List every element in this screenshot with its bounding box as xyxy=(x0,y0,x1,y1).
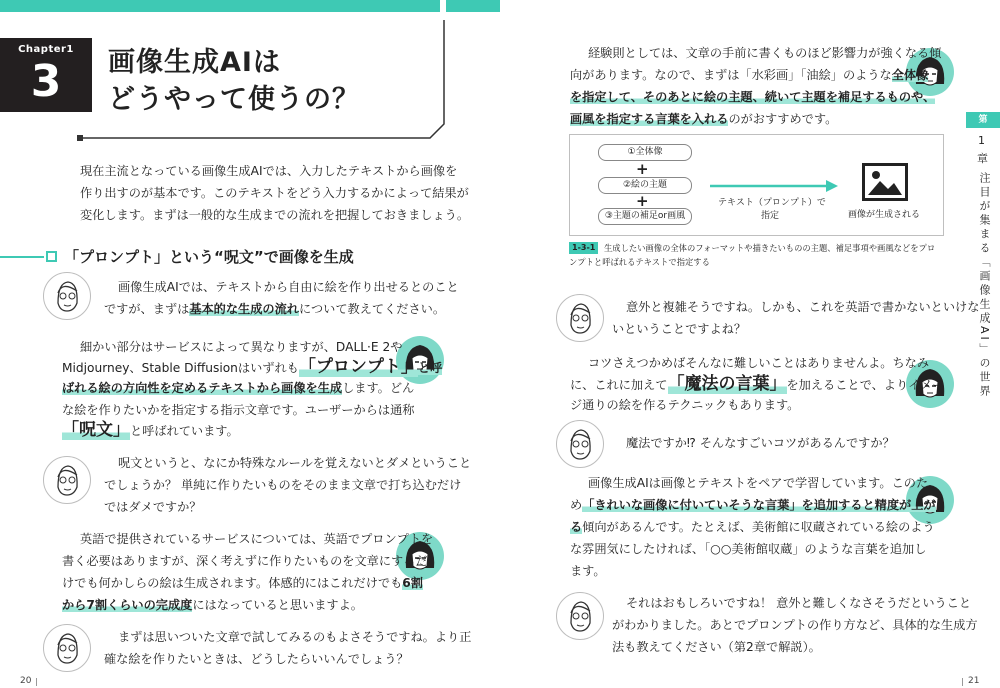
arrow-right-icon xyxy=(710,179,840,193)
dialogue-8-line-1: コツさえつかめばそんなに難しいことはありませんよ。ちなみ xyxy=(588,356,930,370)
listener-avatar xyxy=(43,272,91,320)
listener-avatar xyxy=(43,624,91,672)
dialogue-11-line-2: がわかりました。あとでプロンプトの作り方など、具体的な生成方 xyxy=(612,618,978,632)
pill-overall-image: ①全体像 xyxy=(598,144,692,161)
listener-avatar xyxy=(556,420,604,468)
chapter-side-tab: 第 xyxy=(966,112,1000,128)
dialogue-2-line-4: な絵を作りたいかを指定する指示文章です。ユーザーからは通称 xyxy=(62,403,415,417)
plus-icon: + xyxy=(636,192,649,210)
figure-caption-line-1: 生成したい画像の全体のフォーマットや描きたいものの主題、補足事項や画風などをプロ xyxy=(604,243,936,253)
listener-face-icon xyxy=(557,421,603,467)
arrow-label-line-1: テキスト（プロンプト）で xyxy=(718,198,826,208)
section-heading: 「プロンプト」という“呪文”で画像を生成 xyxy=(64,248,354,266)
figure-caption-number: 1-3-1 xyxy=(569,242,598,254)
arrow-label-line-2: 指定 xyxy=(761,211,780,221)
dialogue-4-line-2: 書く必要はありますが、深く考えずに作りたいものを文章にするだ xyxy=(62,554,428,568)
dialogue-5-line-2: 確な絵を作りたいときは、どうしたらいいんでしょう？ xyxy=(104,652,409,666)
dialogue-2-line-5: 「呪文」と呼ばれています。 xyxy=(62,420,239,440)
dialogue-8-line-3: ジ通りの絵を作るテクニックもあります。 xyxy=(570,398,800,412)
dialogue-10-line-2: め「きれいな画像に付いていそうな言葉」を追加すると精度が上が xyxy=(570,498,936,512)
section-heading-rule xyxy=(0,256,44,258)
crop-mark-left xyxy=(36,678,37,686)
side-chapter-title: 注目が集まる「画像生成AI」の世界 xyxy=(978,172,991,399)
dialogue-3-line-1: 呪文というと、なにか特殊なルールを覚えないとダメということ xyxy=(118,456,472,470)
crop-mark-right xyxy=(962,678,963,686)
dialogue-7-line-1: 意外と複雑そうですね。しかも、これを英語で書かないといけな xyxy=(626,300,980,314)
dialogue-10-line-1: 画像生成AIは画像とテキストをペアで学習しています。このた xyxy=(588,476,929,490)
dialogue-4-line-1: 英語で提供されているサービスについては、英語でプロンプトを xyxy=(80,532,434,546)
dialogue-2-line-1: 細かい部分はサービスによって異なりますが、DALL·E 2や xyxy=(80,340,403,354)
listener-face-icon xyxy=(44,625,90,671)
top-accent-bar-left xyxy=(0,0,440,12)
dialogue-3-line-2: でしょうか？ 単純に作りたいものをそのまま文章で打ち込むだけ xyxy=(104,478,462,492)
dialogue-2-line-3: ばれる絵の方向性を定めるテキストから画像を生成します。どん xyxy=(62,381,415,395)
chapter-number: 3 xyxy=(30,56,62,107)
title-frame-line xyxy=(0,20,470,145)
dialogue-6-line-3: を指定して、そのあとに絵の主題、続いて主題を補足するものや、 xyxy=(570,90,936,104)
plus-icon: + xyxy=(636,160,649,178)
dialogue-5-line-1: まずは思いついた文章で試してみるのもよさそうですね。より正 xyxy=(118,630,472,644)
listener-avatar xyxy=(43,456,91,504)
dialogue-9-line-1: 魔法ですか⁉ そんなすごいコツがあるんですか？ xyxy=(626,436,895,450)
image-icon xyxy=(862,163,908,201)
listener-face-icon xyxy=(44,457,90,503)
dialogue-10-line-3: る傾向があるんです。たとえば、美術館に収蔵されている絵のよう xyxy=(570,520,935,534)
dialogue-1-line-1: 画像生成AIでは、テキストから自由に絵を作り出せるとのこと xyxy=(118,280,459,294)
intro-line-2: 作り出すのが基本です。このテキストをどう入力するかによって結果が xyxy=(80,186,469,200)
dialogue-6-line-1: 経験則としては、文章の手前に書くものほど影響力が強くなる傾 xyxy=(588,46,942,60)
dialogue-11-line-1: それはおもしろいですね！ 意外と難しくなさそうだということ xyxy=(626,596,972,610)
pill-supplement-style: ③主題の補足or画風 xyxy=(598,208,692,225)
listener-face-icon xyxy=(557,295,603,341)
intro-line-1: 現在主流となっている画像生成AIでは、入力したテキストから画像を xyxy=(80,164,458,178)
page-number-right: 21 xyxy=(968,676,980,686)
prompt-flow-diagram xyxy=(569,134,944,236)
listener-avatar xyxy=(556,294,604,342)
listener-face-icon xyxy=(557,593,603,639)
top-accent-bar-right xyxy=(446,0,500,12)
listener-avatar xyxy=(556,592,604,640)
page-number-left: 20 xyxy=(20,676,32,686)
dialogue-6-line-2: 向があります。なので、まずは「水彩画」「油絵」のような全体像 xyxy=(570,68,929,82)
dialogue-8-line-2: に、これに加えて「魔法の言葉」を加えることで、よりイメー xyxy=(570,374,945,394)
dialogue-10-line-5: ます。 xyxy=(570,564,606,578)
result-label: 画像が生成される xyxy=(848,210,921,220)
dialogue-6-line-4: 画風を指定する言葉を入れるのがおすすめです。 xyxy=(570,112,838,126)
section-heading-marker xyxy=(46,251,57,262)
dialogue-1-line-2: ですが、まずは基本的な生成の流れについて教えてください。 xyxy=(104,302,446,316)
side-chapter-unit: 章 xyxy=(977,152,988,165)
page-title-line1: 画像生成AIは xyxy=(108,47,281,78)
listener-face-icon xyxy=(44,273,90,319)
dialogue-7-line-2: いということですよね？ xyxy=(612,322,747,336)
page-title-line2: どうやって使うの？ xyxy=(108,84,360,115)
dialogue-4-line-4: から7割くらいの完成度にはなっていると思いますよ。 xyxy=(62,598,363,612)
pill-subject: ②絵の主題 xyxy=(598,177,692,194)
chapter-label: Chapter1 xyxy=(18,44,74,55)
side-chapter-number: 1 xyxy=(978,134,985,147)
dialogue-3-line-3: ではダメですか？ xyxy=(104,500,202,514)
dialogue-10-line-4: な雰囲気にしたければ、「○○美術館収蔵」のような言葉を追加し xyxy=(570,542,927,556)
dialogue-2-line-2: Midjourney、Stable Diffusionはいずれも「プロンプト」と呼 xyxy=(62,357,443,377)
dialogue-11-line-3: 法も教えてください（第2章で解説）。 xyxy=(612,640,821,654)
dialogue-4-line-3: けでも何かしらの絵は生成されます。体感的にはこれだけでも6割 xyxy=(62,576,423,590)
intro-line-3: 変化します。まずは一般的な生成までの流れを把握しておきましょう。 xyxy=(80,208,470,222)
figure-caption-line-2: ンプトと呼ばれるテキストで指定する xyxy=(569,257,710,267)
